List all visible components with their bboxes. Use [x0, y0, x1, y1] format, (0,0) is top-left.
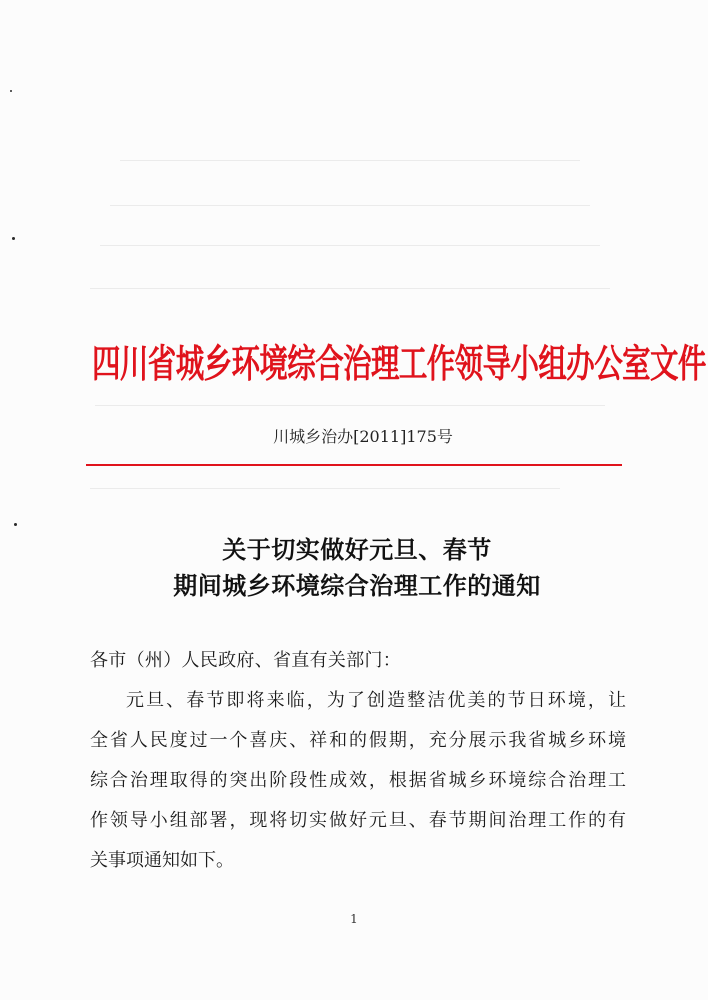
scan-speck — [12, 237, 15, 240]
header-divider — [86, 464, 622, 466]
document-title-line-1: 关于切实做好元旦、春节 — [222, 536, 492, 564]
scan-artifact — [110, 205, 590, 206]
document-title-line-2: 期间城乡环境综合治理工作的通知 — [173, 572, 541, 600]
body-paragraph-line: 关事项通知如下。 — [90, 850, 234, 871]
page-number: 1 — [350, 912, 358, 926]
body-paragraph-line: 元旦、春节即将来临，为了创造整洁优美的节日环境，让 — [126, 690, 626, 711]
scan-speck — [14, 523, 17, 526]
body-paragraph-line: 全省人民度过一个喜庆、祥和的假期，充分展示我省城乡环境 — [90, 730, 626, 751]
body-paragraph-line: 作领导小组部署，现将切实做好元旦、春节期间治理工作的有 — [90, 810, 626, 831]
issuer-header: 四川省城乡环境综合治理工作领导小组办公室文件 — [92, 340, 706, 387]
salutation: 各市（州）人民政府、省直有关部门： — [90, 650, 402, 671]
scan-artifact — [120, 160, 580, 161]
scan-artifact — [90, 488, 560, 489]
scan-artifact — [95, 405, 605, 406]
scan-speck — [10, 90, 12, 92]
document-number: 川城乡治办[2011]175号 — [273, 427, 453, 446]
scan-artifact — [90, 288, 610, 289]
body-paragraph-line: 综合治理取得的突出阶段性成效，根据省城乡环境综合治理工 — [90, 770, 626, 791]
scan-artifact — [100, 245, 600, 246]
